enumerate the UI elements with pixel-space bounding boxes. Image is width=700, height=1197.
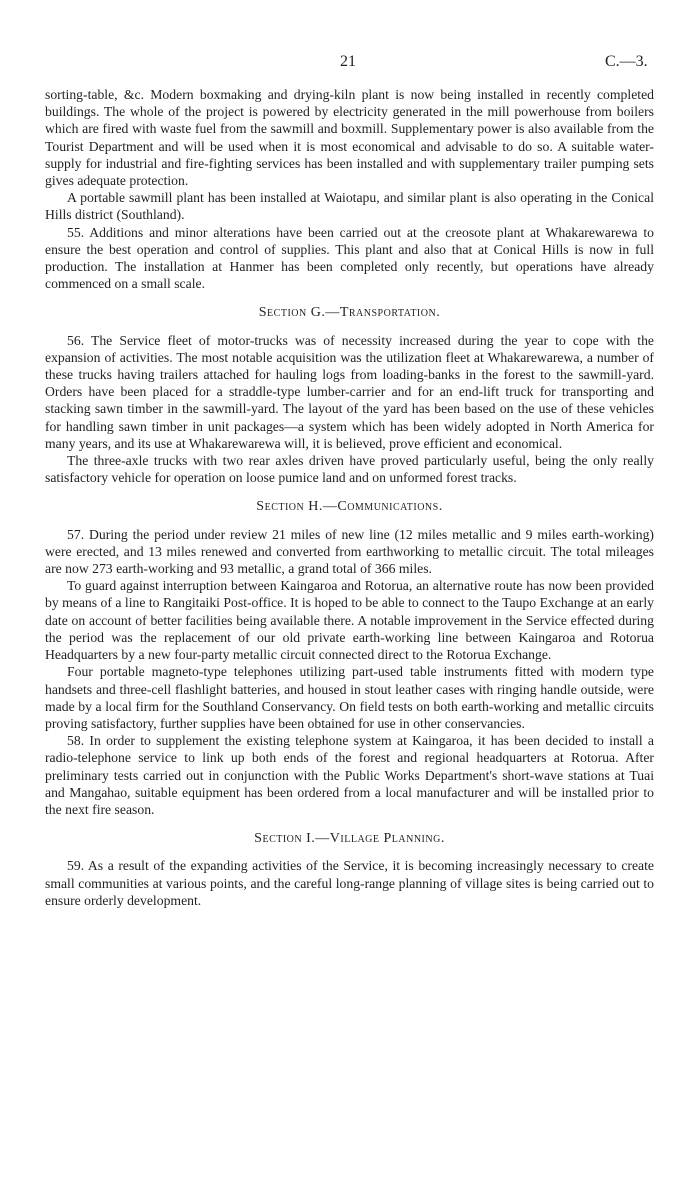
- paragraph-57: 57. During the period under review 21 miles of new line (12 miles metallic and 9 miles earth-working) were erected, and 13 miles renewed and converted from earthworking to metallic circuit. The total mileages are now 273 earth-working and 93 metallic, a grand total of 366 miles.: [45, 526, 654, 577]
- paragraph-55: 55. Additions and minor alterations have been carried out at the creosote plant at Whakarewarewa to ensure the best operation and control of supplies. This plant and also that at Conical Hills is now in full production. The installation at Hanmer has been completed only recently, but operations have already commenced on a small scale.: [45, 224, 654, 292]
- paragraph-56: 56. The Service fleet of motor-trucks was of necessity increased during the year to cope with the expansion of activities. The most notable acquisition was the utilization fleet at Whakarewarewa, a number of these trucks having trailers attached for hauling logs from loading-banks in the forest to the sawmill-yard. Orders have been placed for a straddle-type lumber-carrier and for an end-lift truck for transporting and stacking sawn timber in the sawmill-yard. The layout of the yard has been based on the use of these vehicles for handling sawn timber in unit packages—a system which has been widely adopted in North America for many years, and its use at Whakarewarewa will, it is believed, prove efficient and economical.: [45, 332, 654, 451]
- section-i-heading: Section I.—Village Planning.: [254, 831, 445, 847]
- section-h-heading: Section H.—Communications.: [256, 499, 443, 515]
- paragraph-continuation: sorting-table, &c. Modern boxmaking and drying-kiln plant is now being installed in recently completed buildings. The whole of the project is powered by electricity generated in the mill powerhouse from boilers which are fired with waste fuel from the sawmill and boxmill. Supplementary power is also available from the Tourist Department and will be used when it is most economical and advisable to do so. A suitable water-supply for industrial and fire-fighting services has been installed and with supplementary trailer pumping sets gives adequate protection.: [45, 87, 654, 189]
- section-g-heading: Section G.—Transportation.: [258, 305, 441, 321]
- paragraph-three-axle: The three-axle trucks with two rear axles driven have proved particularly useful, being the only really satisfactory vehicle for operation on loose pumice land and on unformed forest tracks.: [45, 453, 654, 486]
- body-text: [45, 86, 654, 909]
- paragraph-58: 58. In order to supplement the existing telephone system at Kaingaroa, it has been decided to install a radio-telephone service to link up both ends of the forest and regional headquarters at Rotorua. After preliminary tests carried out in conjunction with the Public Works Department's short-wave stations at Tuai and Mangahao, suitable equipment has been ordered from a local manufacturer and will be installed prior to the next fire season.: [45, 733, 654, 817]
- paragraph-portable-sawmill: A portable sawmill plant has been installed at Waiotapu, and similar plant is also operating in the Conical Hills district (Southland).: [45, 190, 654, 223]
- page-number: 21: [340, 53, 356, 70]
- paragraph-magneto-telephones: Four portable magneto-type telephones utilizing part-used table instruments fitted with modern type handsets and three-cell flashlight batteries, and housed in stout leather cases with ringing handle outside, were made by a local firm for the Southland Conservancy. On field tests on both earth-working and metallic circuits proving satisfactory, further supplies have been obtained for use in other conservancies.: [45, 664, 654, 731]
- paragraph-59: 59. As a result of the expanding activities of the Service, it is becoming increasingly necessary to create small communities at various points, and the careful long-range planning of village sites is being carried out to ensure orderly development.: [45, 858, 654, 908]
- paragraph-alternative-route: To guard against interruption between Kaingaroa and Rotorua, an alternative route has now been provided by means of a line to Rangitaiki Post-office. It is hoped to be able to connect to the Taupo Exchange at an early date on account of better facilities being available there. A notable improvement in the Service effected during the period was the replacement of our old private earth-working line between Kaingaroa and Rotorua Headquarters by a new four-party metallic circuit connected direct to the Rotorua Exchange.: [45, 578, 654, 663]
- document-code: C.—3.: [605, 53, 648, 70]
